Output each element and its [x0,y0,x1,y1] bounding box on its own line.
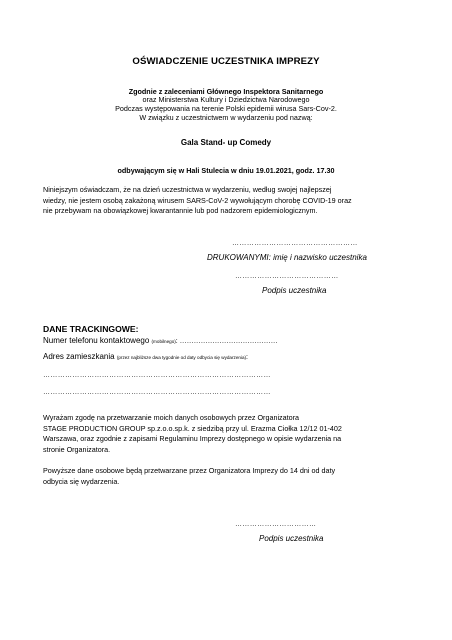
event-name: Gala Stand- up Comedy [180,138,272,147]
header-line-3: Podczas występowania na terenie Polski epidemii wirusa Sars-Cov-2. [115,104,337,113]
phone-row [43,336,278,345]
phone-label: Numer telefonu kontaktowego [43,336,150,345]
consent-line-1: Wyrażam zgodę na przetwarzanie moich danych osobowych przez Organizatora [43,413,300,422]
consent-line-2: STAGE PRODUCTION GROUP sp.z.o.o.sp.k. z siedzibą przy ul. Erazma Ciołka 12/12 01-402 [43,423,342,433]
declaration-line-1: Niniejszym oświadczam, że na dzień uczestnictwa w wydarzeniu, według swojej najlepszej [43,185,332,194]
declaration-paragraph [43,185,415,217]
address-line-2: ………………………………………………………………………………… [43,389,271,396]
name-signature-label: DRUKOWANYMI: imię i nazwisko uczestnika [207,253,367,262]
header-line-2: oraz Ministerstwa Kultury i Dziedzictwa Narodowego [142,95,310,104]
retention-line-1: Powyższe dane osobowe będą przetwarzane przez Organizatora Imprezy do 14 dni od daty [43,466,336,475]
phone-note: (mobilnego) [151,339,176,344]
retention-paragraph [43,466,415,487]
event-when: odbywającym się w Hali Stulecia w dniu 19.01.2021, godz. 17.30 [117,166,335,175]
declaration-line-3: nie przebywam na obowiązkowej kwarantannie lub pod nadzorem epidemiologicznym. [43,206,318,216]
name-signature-line: …………………………………………… [232,240,358,247]
address-label: Adres zamieszkania [43,352,115,361]
signature-label: Podpis uczestnika [262,286,327,295]
address-colon: : [246,354,248,361]
header-line-1: Zgodnie z zaleceniami Głównego Inspektora Sanitarnego [128,87,324,96]
signature-line: …………………………………… [235,273,339,280]
address-row [43,352,248,361]
address-note: (przez najbliższe dwa tygodnie od daty odbycia się wydarzenia) [116,355,247,360]
header-line-4: W związku z uczestnictwem w wydarzeniu pod nazwą: [139,113,313,122]
phone-dots: : …………………………………… [175,338,278,345]
document-title: OŚWIADCZENIE UCZESTNIKA IMPREZY [132,56,320,67]
consent-line-4: stronie Organizatora. [43,444,111,454]
final-signature-label: Podpis uczestnika [259,534,324,543]
address-line-1: ………………………………………………………………………………… [43,372,271,379]
final-signature-line: …………………………… [235,521,317,528]
consent-line-3: Warszawa, oraz zgodnie z zapisami Regulaminu Imprezy dostępnego w opisie wydarzenia na [43,434,342,444]
declaration-line-2: wiedzy, nie jestem osobą zakażoną wirusem SARS-CoV-2 wywołującym chorobę COVID-19 oraz [43,195,352,205]
retention-line-2: odbycia się wydarzenia. [43,476,120,486]
tracking-heading: DANE TRACKINGOWE: [43,324,139,334]
consent-paragraph [43,413,415,455]
